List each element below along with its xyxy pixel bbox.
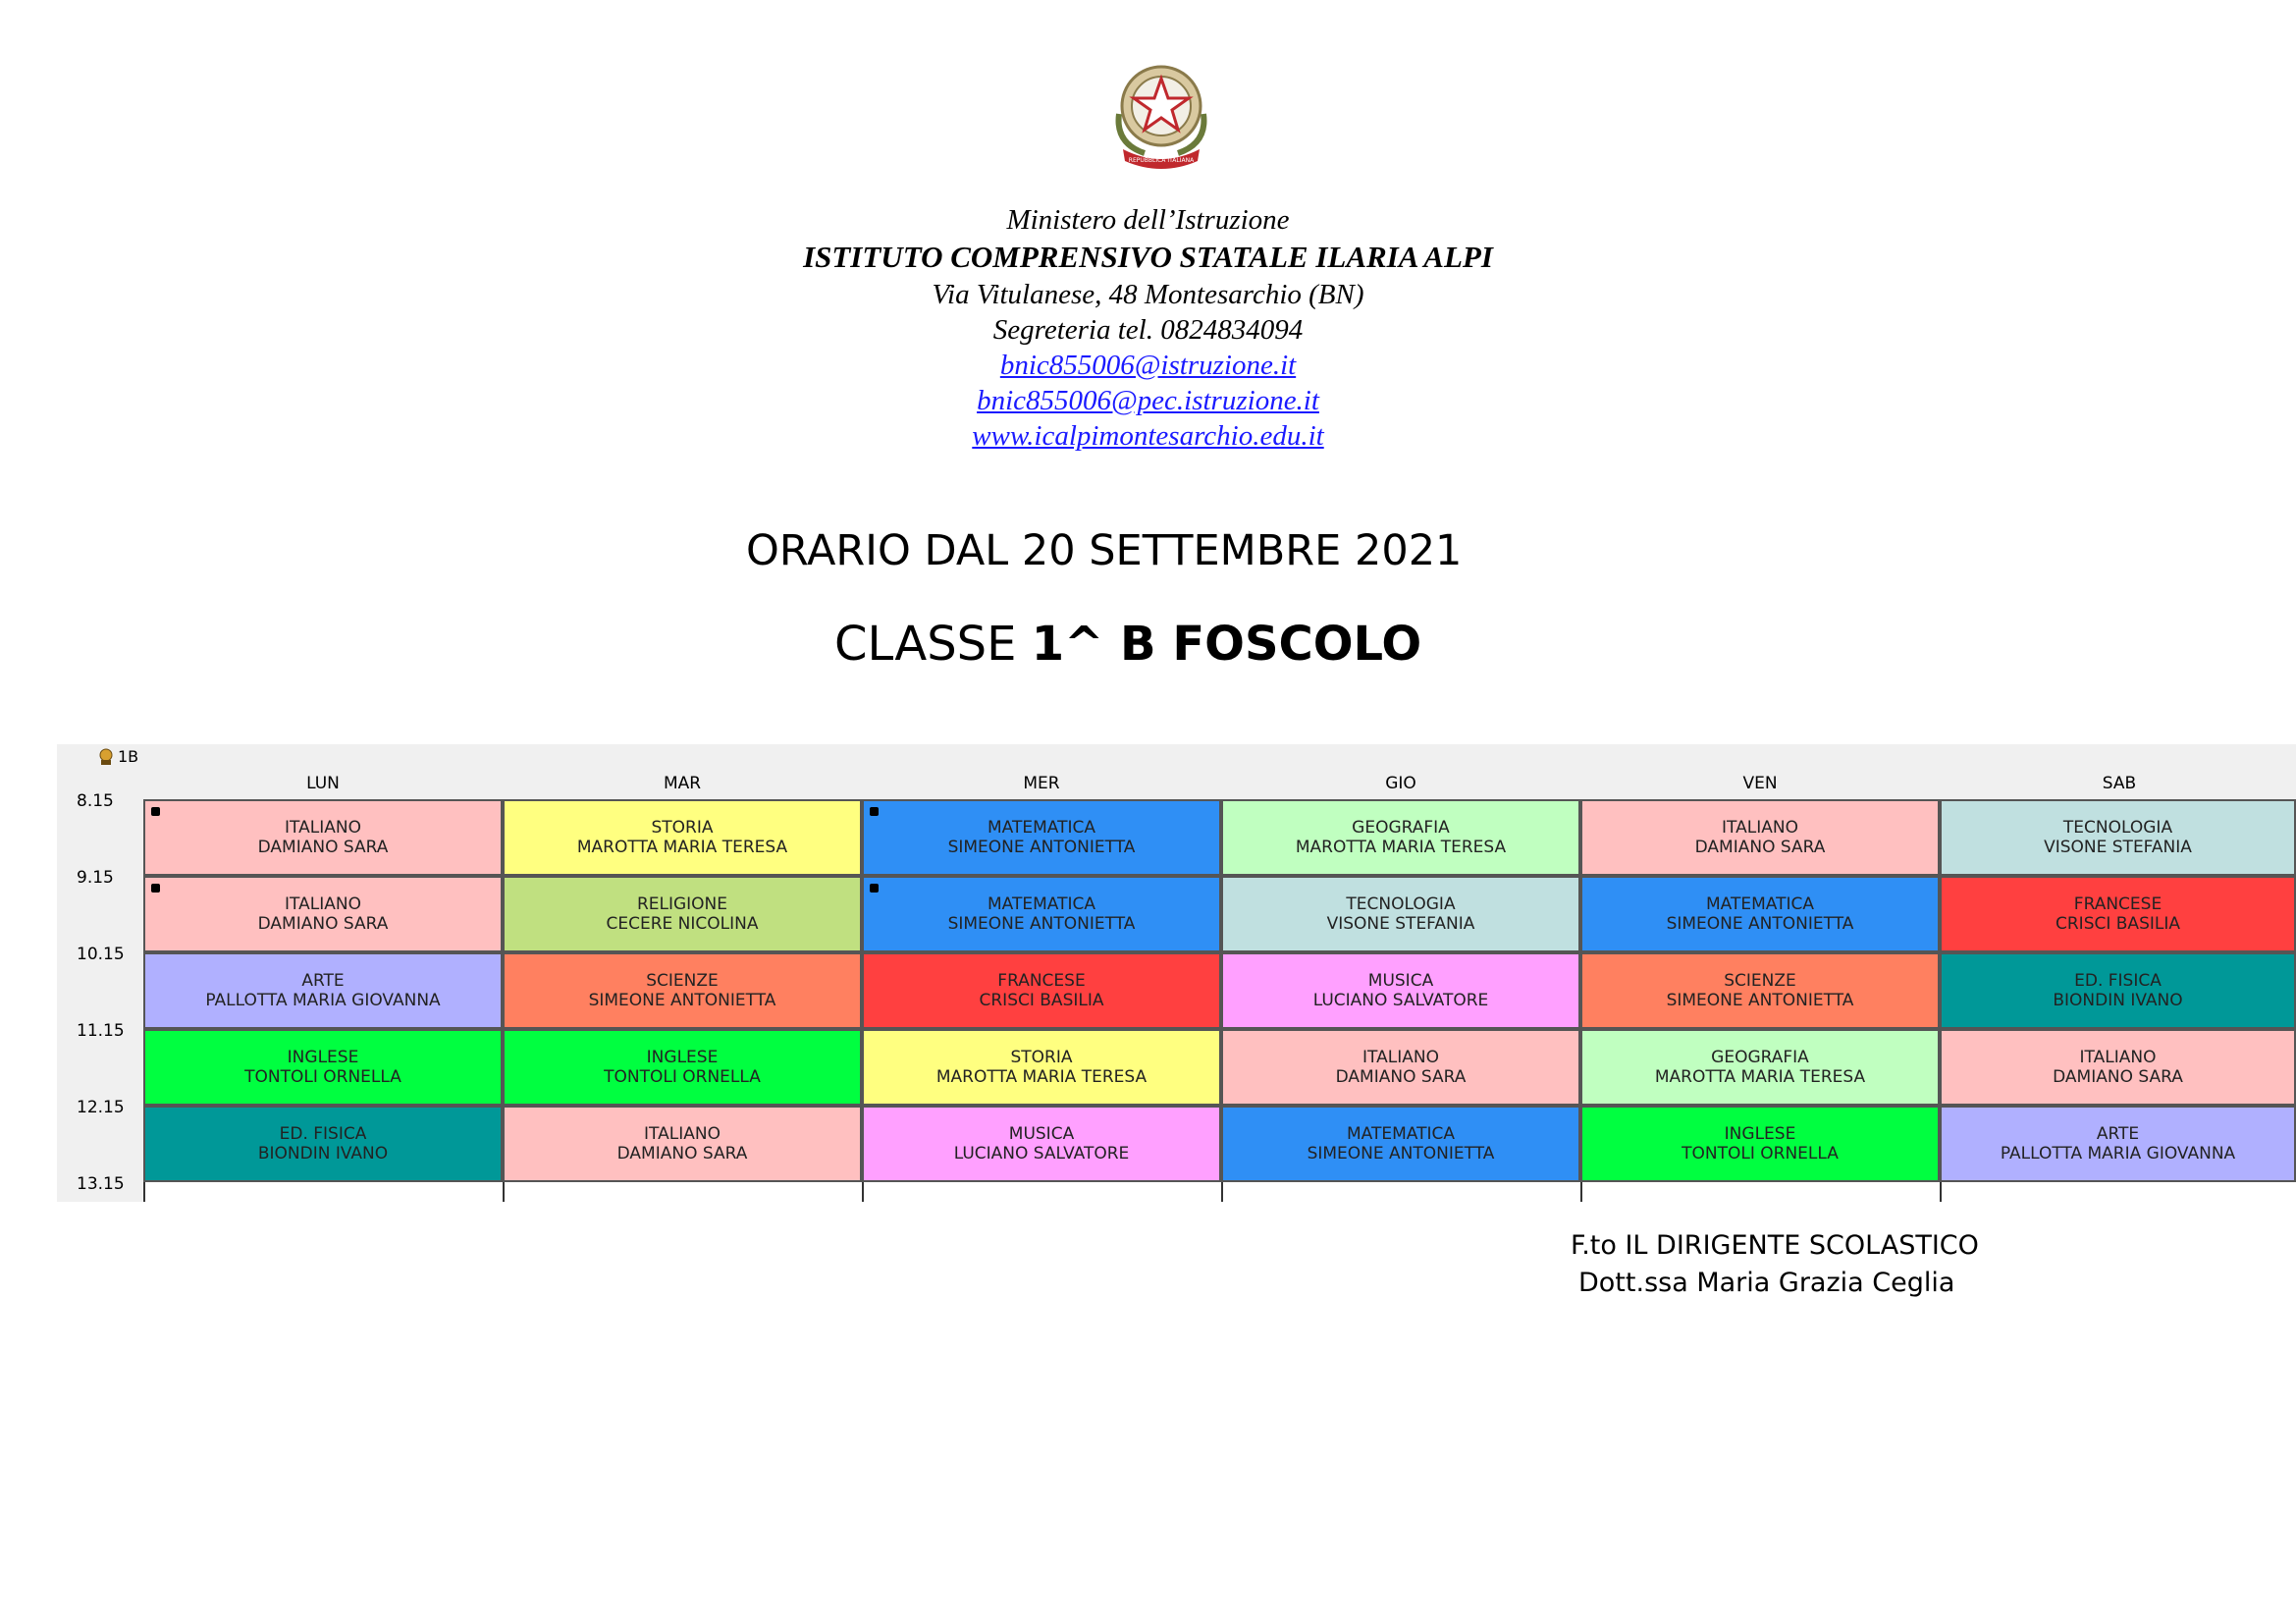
lesson-subject: SCIENZE (646, 971, 719, 991)
class-code: 1B (118, 746, 139, 766)
lesson-teacher: DAMIANO SARA (2053, 1067, 2183, 1087)
time-label: 10.15 (77, 945, 125, 964)
lesson-teacher: DAMIANO SARA (616, 1144, 748, 1164)
lesson-teacher: SIMEONE ANTONIETTA (1666, 914, 1854, 934)
lesson-cell[interactable] (1940, 799, 2296, 876)
lesson-teacher: MAROTTA MARIA TERESA (576, 838, 788, 857)
lesson-cell[interactable] (1221, 876, 1580, 952)
lesson-subject: MATEMATICA (1347, 1124, 1455, 1144)
lesson-cell[interactable] (1221, 799, 1580, 876)
lesson-subject: ITALIANO (2079, 1048, 2157, 1067)
lesson-teacher: BIONDIN IVANO (2053, 991, 2183, 1010)
lesson-subject: MUSICA (1367, 971, 1434, 991)
lesson-cell[interactable] (1580, 1106, 1940, 1182)
grid-column-tick (1940, 1182, 1942, 1202)
pec-link[interactable]: bnic855006@pec.istruzione.it (977, 385, 1319, 416)
lesson-cell[interactable] (503, 876, 862, 952)
lesson-teacher: DAMIANO SARA (257, 914, 389, 934)
grid-bottom-rule (143, 1182, 2296, 1202)
lesson-cell[interactable] (1940, 952, 2296, 1029)
lesson-teacher: VISONE STEFANIA (2044, 838, 2192, 857)
lesson-teacher: PALLOTTA MARIA GIOVANNA (2000, 1144, 2236, 1164)
lesson-subject: FRANCESE (2073, 894, 2163, 914)
lesson-teacher: SIMEONE ANTONIETTA (947, 838, 1136, 857)
lesson-cell[interactable] (1221, 952, 1580, 1029)
lesson-subject: GEOGRAFIA (1711, 1048, 1809, 1067)
lesson-subject: TECNOLOGIA (2062, 818, 2173, 838)
lesson-cell[interactable] (862, 876, 1221, 952)
grid-column-tick (1580, 1182, 1582, 1202)
repubblica-italiana-emblem-icon (1105, 55, 1217, 173)
signature-name: Dott.ssa Maria Grazia Ceglia (1578, 1268, 1955, 1298)
lesson-cell[interactable] (143, 952, 503, 1029)
lesson-subject: ITALIANO (285, 818, 361, 838)
day-header-gio: GIO (1385, 774, 1416, 793)
time-label: 12.15 (77, 1098, 125, 1117)
lesson-teacher: MAROTTA MARIA TERESA (1654, 1067, 1866, 1087)
lesson-subject: STORIA (1010, 1048, 1073, 1067)
lesson-cell[interactable] (503, 1029, 862, 1106)
lesson-subject: ITALIANO (644, 1124, 721, 1144)
lesson-subject: ARTE (301, 971, 345, 991)
lesson-subject: FRANCESE (997, 971, 1086, 991)
lesson-subject: INGLESE (1724, 1124, 1796, 1144)
ministry-name: Ministero dell’Istruzione (1006, 204, 1290, 236)
class-title (834, 617, 1421, 672)
day-header-mer: MER (1023, 774, 1060, 793)
lesson-subject: ITALIANO (1722, 818, 1798, 838)
lesson-subject: SCIENZE (1724, 971, 1796, 991)
day-header-ven: VEN (1742, 774, 1778, 793)
lesson-teacher: CRISCI BASILIA (2056, 914, 2180, 934)
lesson-teacher: SIMEONE ANTONIETTA (588, 991, 776, 1010)
lesson-teacher: TONTOLI ORNELLA (604, 1067, 761, 1087)
lesson-cell[interactable] (862, 1106, 1221, 1182)
lesson-teacher: VISONE STEFANIA (1326, 914, 1475, 934)
lock-icon (870, 807, 879, 816)
lesson-teacher: DAMIANO SARA (257, 838, 389, 857)
class-icon (96, 746, 116, 766)
lesson-teacher: SIMEONE ANTONIETTA (947, 914, 1136, 934)
lesson-subject: ARTE (2096, 1124, 2140, 1144)
lesson-subject: INGLESE (646, 1048, 719, 1067)
class-title-name: 1^ B FOSCOLO (1031, 617, 1422, 672)
lesson-cell[interactable] (1940, 1029, 2296, 1106)
emblem-lettering: REPUBBLICA ITALIANA (1128, 157, 1195, 164)
lesson-cell[interactable] (143, 1106, 503, 1182)
signature-title: F.to IL DIRIGENTE SCOLASTICO (1571, 1230, 1979, 1261)
lesson-teacher: PALLOTTA MARIA GIOVANNA (205, 991, 441, 1010)
grid-column-tick (503, 1182, 505, 1202)
lesson-subject: RELIGIONE (636, 894, 728, 914)
lesson-teacher: MAROTTA MARIA TERESA (935, 1067, 1148, 1087)
lesson-subject: ED. FISICA (2074, 971, 2162, 991)
lesson-teacher: MAROTTA MARIA TERESA (1295, 838, 1507, 857)
lesson-cell[interactable] (143, 876, 503, 952)
signature-block (1571, 1227, 1979, 1302)
lesson-teacher: TONTOLI ORNELLA (1682, 1144, 1839, 1164)
lesson-cell[interactable] (143, 1029, 503, 1106)
grid-column-tick (862, 1182, 864, 1202)
lesson-subject: ITALIANO (285, 894, 361, 914)
phone: Segreteria tel. 0824834094 (992, 314, 1304, 346)
lesson-teacher: SIMEONE ANTONIETTA (1307, 1144, 1495, 1164)
lesson-subject: GEOGRAFIA (1352, 818, 1450, 838)
time-label: 8.15 (77, 791, 114, 811)
lesson-cell[interactable] (503, 1106, 862, 1182)
lesson-teacher: SIMEONE ANTONIETTA (1666, 991, 1854, 1010)
lesson-teacher: DAMIANO SARA (1694, 838, 1826, 857)
lesson-subject: MATEMATICA (988, 818, 1095, 838)
day-header-sab: SAB (2102, 774, 2137, 793)
lesson-teacher: TONTOLI ORNELLA (244, 1067, 401, 1087)
schedule-title: ORARIO DAL 20 SETTEMBRE 2021 (746, 526, 1463, 575)
lesson-cell[interactable] (503, 952, 862, 1029)
email-link[interactable]: bnic855006@istruzione.it (999, 350, 1297, 381)
lesson-subject: MUSICA (1008, 1124, 1075, 1144)
lesson-cell[interactable] (1940, 876, 2296, 952)
lesson-subject: MATEMATICA (988, 894, 1095, 914)
lesson-subject: MATEMATICA (1706, 894, 1814, 914)
lesson-cell[interactable] (862, 799, 1221, 876)
lesson-cell[interactable] (503, 799, 862, 876)
lesson-cell[interactable] (862, 1029, 1221, 1106)
lock-icon (151, 884, 160, 893)
lesson-teacher: CRISCI BASILIA (979, 991, 1104, 1010)
lesson-teacher: DAMIANO SARA (1335, 1067, 1467, 1087)
lesson-subject: ITALIANO (1362, 1048, 1439, 1067)
day-header-mar: MAR (663, 774, 702, 793)
class-title-prefix: CLASSE (834, 617, 1032, 672)
lesson-cell[interactable] (1221, 1029, 1580, 1106)
institute-name: ISTITUTO COMPRENSIVO STATALE ILARIA ALPI (803, 240, 1493, 274)
lesson-teacher: CECERE NICOLINA (606, 914, 759, 934)
lesson-subject: STORIA (651, 818, 714, 838)
lesson-cell[interactable] (1580, 876, 1940, 952)
lesson-cell[interactable] (1221, 1106, 1580, 1182)
lesson-cell[interactable] (1580, 799, 1940, 876)
lesson-teacher: LUCIANO SALVATORE (953, 1144, 1130, 1164)
lesson-cell[interactable] (143, 799, 503, 876)
day-header-lun: LUN (306, 774, 340, 793)
lesson-subject: ED. FISICA (279, 1124, 367, 1144)
class-code-label (96, 744, 138, 768)
grid-column-tick (1221, 1182, 1223, 1202)
lesson-cell[interactable] (1580, 952, 1940, 1029)
lock-icon (870, 884, 879, 893)
lesson-cell[interactable] (1940, 1106, 2296, 1182)
time-label: 13.15 (77, 1174, 125, 1194)
website-link[interactable]: www.icalpimontesarchio.edu.it (972, 420, 1324, 452)
lesson-subject: TECNOLOGIA (1346, 894, 1456, 914)
lesson-teacher: LUCIANO SALVATORE (1312, 991, 1489, 1010)
lesson-subject: INGLESE (287, 1048, 359, 1067)
lesson-cell[interactable] (862, 952, 1221, 1029)
timetable-grid (57, 744, 2296, 1202)
time-label: 11.15 (77, 1021, 125, 1041)
lesson-teacher: BIONDIN IVANO (257, 1144, 389, 1164)
lesson-cell[interactable] (1580, 1029, 1940, 1106)
time-label: 9.15 (77, 868, 114, 888)
lock-icon (151, 807, 160, 816)
letterhead (0, 202, 2296, 454)
address: Via Vitulanese, 48 Montesarchio (BN) (932, 279, 1364, 310)
